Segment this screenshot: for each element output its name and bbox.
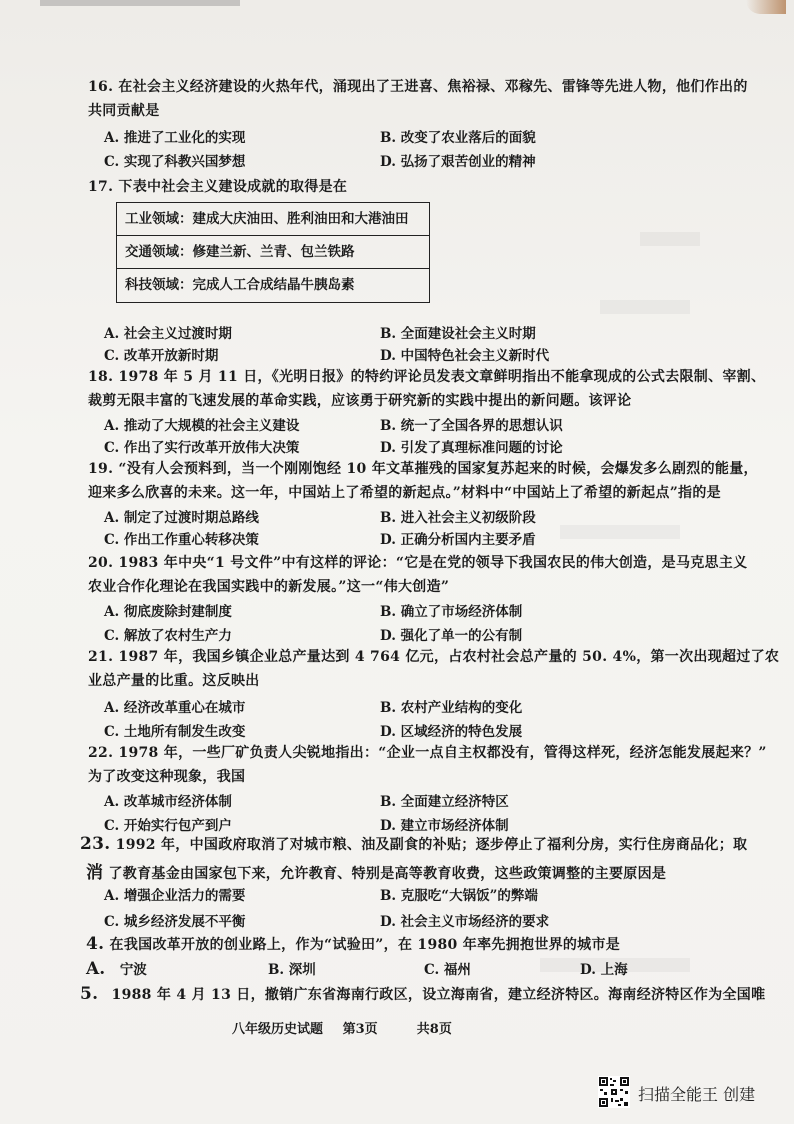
bleed-through-mark <box>560 525 680 539</box>
question-19-stem-line2: 迎来多么欣喜的未来。这一年，中国站上了希望的新起点。”材料中“中国站上了希望的新起点”指的是 <box>88 485 721 501</box>
q22-option-a: A. 改革城市经济体制 <box>104 794 232 810</box>
question-18-stem-line1: 18. 1978 年 5 月 11 日，《光明日报》的特约评论员发表文章鲜明指出不能拿现成的公式去限制、宰割、 <box>88 369 766 385</box>
q21-option-b: B. 农村产业结构的变化 <box>380 700 523 716</box>
q20-option-a: A. 彻底废除封建制度 <box>104 604 232 620</box>
q21-option-a: A. 经济改革重心在城市 <box>104 700 246 716</box>
q24-option-d: D. 上海 <box>580 962 628 978</box>
q23-option-c: C. 城乡经济发展不平衡 <box>104 914 246 930</box>
question-25-stem-line1 <box>80 984 765 1004</box>
question-18-stem-line2: 裁剪无限丰富的飞速发展的革命实践，应该勇于研究新的实践中提出的新问题。该评论 <box>88 393 632 409</box>
q24-option-a-text: 宁波 <box>119 962 147 978</box>
page-footer <box>232 1018 452 1037</box>
q16-option-d: D. 弘扬了艰苦创业的精神 <box>380 154 536 170</box>
q17-option-c: C. 改革开放新时期 <box>104 348 219 364</box>
q16-option-b: B. 改变了农业落后的面貌 <box>380 130 536 146</box>
page-corner-stain <box>746 0 786 14</box>
table-row: 交通领域：修建兰新、兰青、包兰铁路 <box>117 236 429 269</box>
question-23-text2: 了教育基金由国家包下来，允许教育、特别是高等教育收费，这些政策调整的主要原因是 <box>108 866 667 882</box>
q23-option-b: B. 克服吃“大锅饭”的弊端 <box>380 888 538 904</box>
question-23-stem-line1 <box>80 834 747 854</box>
question-19-stem-line1: 19. “没有人会预料到，当一个刚刚饱经 10 年文革摧残的国家复苏起来的时候，会爆发多么剧烈的能量， <box>88 461 758 477</box>
q24-option-a <box>86 958 147 979</box>
question-24-number: 4. <box>86 934 105 954</box>
q24-option-b: B. 深圳 <box>268 962 316 978</box>
q23-option-d: D. 社会主义市场经济的要求 <box>380 914 550 930</box>
q18-option-b: B. 统一了全国各界的思想认识 <box>380 418 563 434</box>
q17-option-d: D. 中国特色社会主义新时代 <box>380 348 550 364</box>
question-22-stem-line2: 为了改变这种现象，我国 <box>88 769 246 785</box>
footer-total-pages: 共8页 <box>416 1022 452 1037</box>
question-16-stem-line2: 共同贡献是 <box>88 103 160 119</box>
q19-option-d: D. 正确分析国内主要矛盾 <box>380 532 536 548</box>
achievements-table <box>116 202 430 303</box>
scanner-app-name: 扫描全能王 <box>638 1085 719 1104</box>
q17-option-a: A. 社会主义过渡时期 <box>104 326 232 342</box>
qr-code-icon <box>598 1076 630 1108</box>
question-17-stem: 17. 下表中社会主义建设成就的取得是在 <box>88 179 348 195</box>
question-21-stem-line2: 业总产量的比重。这反映出 <box>88 673 260 689</box>
bleed-through-mark <box>640 232 700 246</box>
q18-option-a: A. 推动了大规模的社会主义建设 <box>104 418 300 434</box>
q17-option-b: B. 全面建设社会主义时期 <box>380 326 536 342</box>
q21-option-c: C. 土地所有制发生改变 <box>104 724 246 740</box>
question-22-stem-line1: 22. 1978 年，一些厂矿负责人尖锐地指出：“企业一点自主权都没有，管得这样死，经济怎能发展起来？” <box>88 745 767 761</box>
scan-edge-strip <box>40 0 240 6</box>
q22-option-b: B. 全面建立经济特区 <box>380 794 509 810</box>
question-24-stem <box>86 934 620 954</box>
q19-option-c: C. 作出工作重心转移决策 <box>104 532 259 548</box>
question-20-stem-line1: 20. 1983 年中央“1 号文件”中有这样的评论：“它是在党的领导下我国农民的伟大创造，是马克思主义 <box>88 555 748 571</box>
q20-option-d: D. 强化了单一的公有制 <box>380 628 523 644</box>
scanner-action: 创建 <box>723 1085 756 1104</box>
bleed-through-mark <box>600 300 690 314</box>
question-21-stem-line1: 21. 1987 年，我国乡镇企业总产量达到 4 764 亿元，占农村社会总产量的 50. 4%，第一次出现超过了农 <box>88 649 780 665</box>
table-row: 科技领域：完成人工合成结晶牛胰岛素 <box>125 277 355 293</box>
question-16-stem-line1: 16. 在社会主义经济建设的火热年代，涌现出了王进喜、焦裕禄、邓稼先、雷锋等先进人物，他们作出的 <box>88 79 748 95</box>
q19-option-b: B. 进入社会主义初级阶段 <box>380 510 536 526</box>
question-25-text1: 1988 年 4 月 13 日，撤销广东省海南行政区，设立海南省，建立经济特区。海南经济特区作为全国唯 <box>111 987 766 1003</box>
question-23-stem-line2 <box>86 858 666 883</box>
q22-option-c: C. 开始实行包产到户 <box>104 818 232 834</box>
question-24-text: 在我国改革开放的创业路上，作为“试验田”，在 1980 年率先拥抱世界的城市是 <box>109 937 621 953</box>
question-23-lead-char: 消 <box>86 863 104 883</box>
table-row: 工业领域：建成大庆油田、胜利油田和大港油田 <box>117 203 429 236</box>
question-23-text1: 1992 年，中国政府取消了对城市粮、油及副食的补贴；逐步停止了福利分房，实行住房商品化；取 <box>115 837 748 853</box>
q18-option-c: C. 作出了实行改革开放伟大决策 <box>104 440 300 456</box>
question-23-number: 23. <box>80 834 111 854</box>
q20-option-c: C. 解放了农村生产力 <box>104 628 232 644</box>
q16-option-a: A. 推进了工业化的实现 <box>104 130 246 146</box>
q18-option-d: D. 引发了真理标准问题的讨论 <box>380 440 563 456</box>
scanner-watermark <box>638 1082 755 1105</box>
question-25-number: 5. <box>80 984 99 1004</box>
q23-option-a: A. 增强企业活力的需要 <box>104 888 246 904</box>
q20-option-b: B. 确立了市场经济体制 <box>380 604 523 620</box>
q24-option-a-letter: A. <box>86 959 106 979</box>
q21-option-d: D. 区域经济的特色发展 <box>380 724 523 740</box>
q24-option-c: C. 福州 <box>424 962 471 978</box>
footer-page-number: 第3页 <box>342 1022 378 1037</box>
footer-subject: 八年级历史试题 <box>232 1022 324 1037</box>
question-20-stem-line2: 农业合作化理论在我国实践中的新发展。”这一“伟大创造” <box>88 579 450 595</box>
q16-option-c: C. 实现了科教兴国梦想 <box>104 154 246 170</box>
q22-option-d: D. 建立市场经济体制 <box>380 818 509 834</box>
q19-option-a: A. 制定了过渡时期总路线 <box>104 510 259 526</box>
